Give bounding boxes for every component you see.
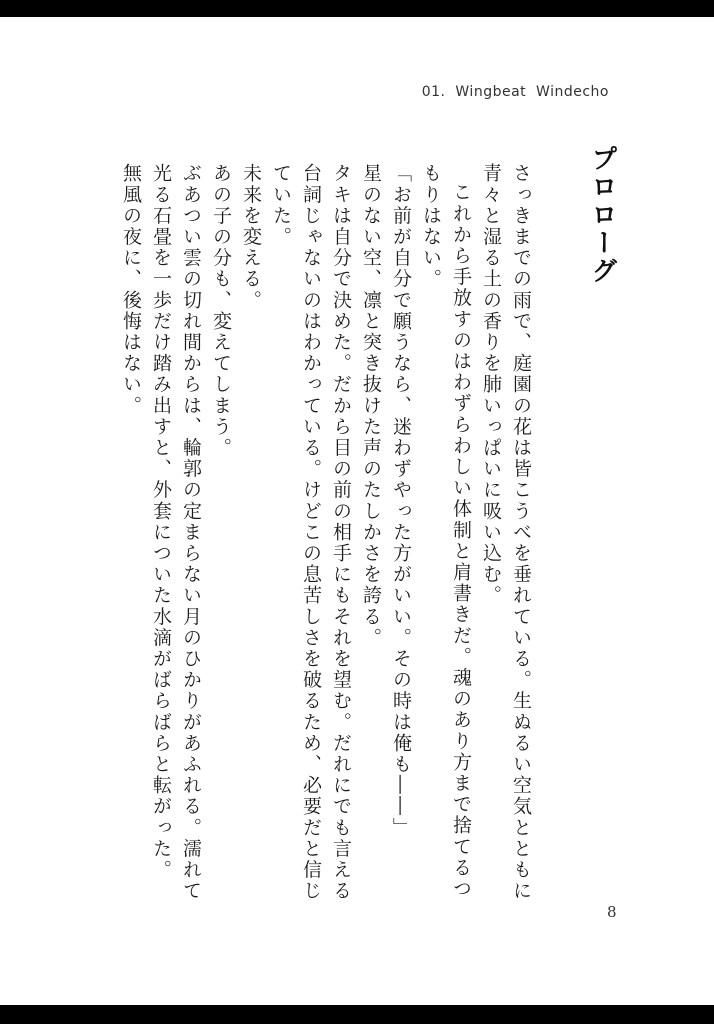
paragraph-5: タキは自分で決めた。だから目の前の相手にもそれを望む。だれにでも言える台詞じゃないのはわかっている。けどこの息苦しさを破るため、必要だと信じていた。	[270, 163, 352, 902]
paragraph-7: あの子の分も、変えてしまう。	[210, 163, 232, 459]
paragraph-4: 星のない空、凛と突き抜けた声のたしかさを誇る。	[360, 163, 382, 649]
chapter-title: プロローグ	[587, 145, 617, 285]
paragraph-9: 無風の夜に、後悔はない。	[120, 163, 142, 417]
body-text	[120, 163, 536, 903]
top-black-bar	[0, 0, 714, 17]
paragraph-6: 未来を変える。	[240, 163, 262, 311]
paragraph-1: さっきまでの雨で、庭園の花は皆こうべを垂れている。生ぬるい空気とともに青々と湿る土の香りを肺いっぱいに吸い込む。	[480, 163, 532, 902]
page-number: 8	[607, 903, 617, 921]
paragraph-2: これから手放すのはわずらわしい体制と肩書きだ。魂のあり方まで捨てるつもりはない。	[420, 163, 472, 900]
paragraph-8: ぶあつい雲の切れ間からは、輪郭の定まらない月のひかりがあふれる。濡れて光る石畳を一歩だけ踏み出すと、外套についた水滴がばらばらと転がった。	[150, 163, 202, 902]
running-header: 01. Wingbeat Windecho	[421, 84, 609, 100]
bottom-black-bar	[0, 1005, 714, 1024]
paragraph-3-dialogue: 「お前が自分で願うなら、迷わずやった方がいい。その時は俺も――」	[390, 163, 412, 839]
